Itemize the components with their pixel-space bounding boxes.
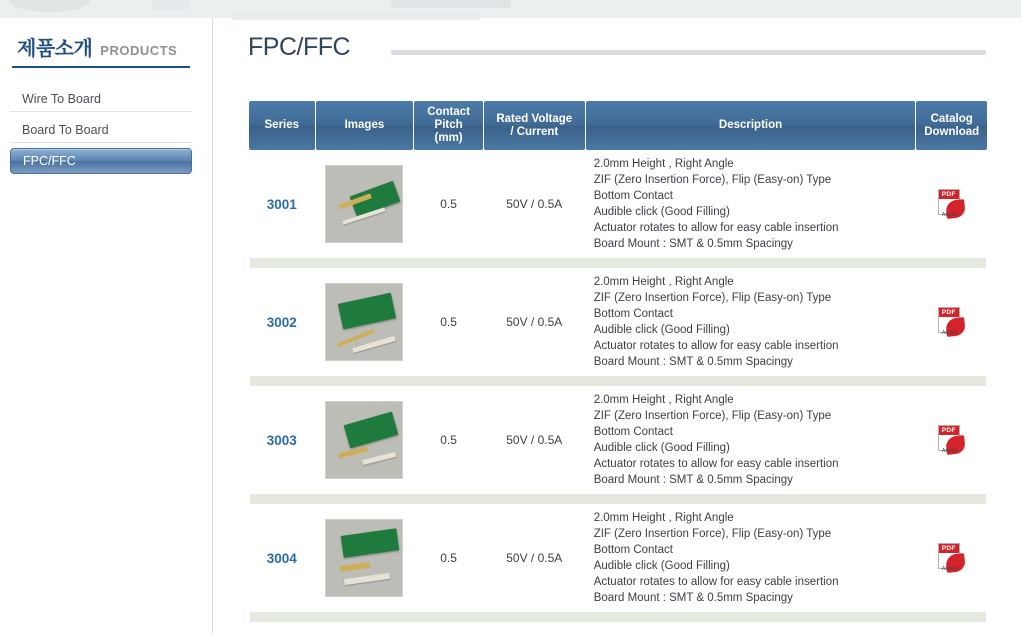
pdf-brand-label: Adobe — [941, 212, 958, 218]
description-line: Actuator rotates to allow for easy cable insertion — [593, 222, 839, 234]
sidebar-title-en: PRODUCTS — [100, 43, 178, 58]
column-header-catalog-download — [916, 101, 987, 150]
description-line: 2.0mm Height , Right Angle — [593, 158, 734, 170]
table-row — [249, 504, 987, 612]
cell-series[interactable]: 3002 — [266, 314, 297, 330]
description-line: Actuator rotates to allow for easy cable insertion — [593, 576, 839, 588]
pdf-brand-label: Adobe — [941, 566, 958, 572]
column-header-rated-voltage-line1: Rated Voltage — [496, 112, 573, 125]
description-line: Board Mount : SMT & 0.5mm Spacingy — [593, 356, 793, 368]
description-line: Bottom Contact — [593, 426, 673, 438]
sidebar-item-fpc-ffc[interactable] — [10, 148, 192, 174]
cell-series[interactable]: 3003 — [266, 432, 297, 448]
description-line: Bottom Contact — [593, 308, 673, 320]
cell-contact-pitch: 0.5 — [440, 197, 457, 211]
table-header — [249, 101, 987, 150]
column-header-catalog-line1: Catalog — [930, 112, 973, 125]
description-line: 2.0mm Height , Right Angle — [593, 394, 734, 406]
pdf-icon[interactable] — [938, 543, 966, 573]
description-line: Audible click (Good Filling) — [593, 324, 730, 336]
sidebar-item-label: FPC/FFC — [23, 154, 76, 168]
pdf-label: PDF — [941, 191, 956, 198]
cell-rated-voltage: 50V / 0.5A — [506, 315, 563, 329]
row-separator-cell — [249, 258, 987, 268]
cell-catalog-download[interactable] — [916, 268, 987, 376]
description-line: ZIF (Zero Insertion Force), Flip (Easy-on) Type — [593, 174, 832, 186]
pin-row-shape — [340, 562, 371, 572]
description-line: Bottom Contact — [593, 544, 673, 556]
cell-contact-pitch: 0.5 — [440, 433, 457, 447]
description-line: ZIF (Zero Insertion Force), Flip (Easy-on) Type — [593, 410, 832, 422]
pdf-label-bar — [939, 544, 959, 553]
row-separator-cell — [249, 376, 987, 386]
sidebar-title — [17, 32, 207, 61]
table-row — [249, 268, 987, 376]
cell-catalog-download[interactable] — [916, 150, 987, 258]
row-separator — [249, 494, 987, 504]
description-line: Board Mount : SMT & 0.5mm Spacingy — [593, 592, 793, 604]
table-body — [249, 150, 987, 622]
decorative-bar-second — [231, 10, 481, 20]
product-photo — [325, 283, 403, 361]
row-separator-bar — [250, 376, 986, 386]
cell-series[interactable]: 3001 — [266, 196, 297, 212]
sidebar-item-board-to-board[interactable] — [10, 117, 192, 143]
description-line: Audible click (Good Filling) — [593, 206, 730, 218]
main-content — [213, 0, 1021, 633]
decorative-shape-left — [10, 0, 90, 12]
description-line: Board Mount : SMT & 0.5mm Spacingy — [593, 474, 793, 486]
row-separator-bar — [250, 494, 986, 504]
column-header-images: Images — [316, 101, 414, 150]
cell-description — [586, 504, 916, 612]
cell-description — [586, 268, 916, 376]
connector-strip-shape — [362, 452, 396, 465]
pdf-label: PDF — [941, 545, 956, 552]
pcb-board-shape — [338, 293, 396, 330]
sidebar-item-wire-to-board[interactable] — [10, 86, 192, 112]
sidebar-top-band — [0, 0, 213, 18]
column-header-rated-voltage-line2: / Current — [510, 125, 559, 138]
column-header-contact-pitch-line2: (mm) — [434, 132, 463, 144]
pcb-board-shape — [344, 412, 399, 449]
cell-rated-voltage: 50V / 0.5A — [506, 551, 563, 565]
cell-catalog-download[interactable] — [916, 386, 987, 494]
cell-contact-pitch: 0.5 — [440, 315, 457, 329]
main-top-band — [213, 0, 1021, 18]
column-header-contact-pitch-line1: Contact Pitch — [427, 106, 470, 131]
description-line: 2.0mm Height , Right Angle — [593, 512, 734, 524]
column-header-series: Series — [249, 101, 315, 150]
cell-image — [316, 386, 414, 494]
pdf-label: PDF — [941, 309, 956, 316]
product-photo — [325, 519, 403, 597]
pdf-icon[interactable] — [938, 189, 966, 219]
row-separator-bar — [250, 612, 986, 622]
row-separator — [249, 376, 987, 386]
page-title: FPC/FFC — [248, 33, 351, 61]
column-header-description: Description — [586, 101, 916, 150]
cell-catalog-download[interactable] — [916, 504, 987, 612]
pdf-brand-label: Adobe — [941, 448, 958, 454]
connector-strip-shape — [344, 573, 390, 585]
table-row — [249, 386, 987, 494]
cell-image — [316, 268, 414, 376]
description-line: ZIF (Zero Insertion Force), Flip (Easy-on) Type — [593, 292, 832, 304]
pdf-icon[interactable] — [938, 425, 966, 455]
pdf-label-bar — [939, 190, 959, 199]
table-row — [249, 150, 987, 258]
pdf-label-bar — [939, 426, 959, 435]
cell-rated-voltage: 50V / 0.5A — [506, 433, 563, 447]
pin-row-shape — [338, 446, 368, 458]
sidebar-item-label: Board To Board — [22, 123, 109, 137]
cell-image — [316, 504, 414, 612]
row-separator-bar — [250, 258, 986, 268]
description-line: 2.0mm Height , Right Angle — [593, 276, 734, 288]
column-header-rated-voltage — [484, 101, 585, 150]
decorative-shape-right — [152, 0, 190, 10]
cell-description — [586, 386, 916, 494]
sidebar-title-underline — [12, 66, 190, 68]
product-photo — [325, 165, 403, 243]
description-line: Audible click (Good Filling) — [593, 560, 730, 572]
description-line: Actuator rotates to allow for easy cable insertion — [593, 458, 839, 470]
cell-contact-pitch: 0.5 — [440, 551, 457, 565]
sidebar-item-label: Wire To Board — [22, 92, 101, 106]
product-photo — [325, 401, 403, 479]
description-line: Board Mount : SMT & 0.5mm Spacingy — [593, 238, 793, 250]
sidebar — [0, 0, 213, 633]
description-line: Actuator rotates to allow for easy cable insertion — [593, 340, 839, 352]
product-table — [248, 101, 988, 622]
description-line: Audible click (Good Filling) — [593, 442, 730, 454]
table-header-row — [249, 101, 987, 150]
pdf-brand-label: Adobe — [941, 330, 958, 336]
description-line: Bottom Contact — [593, 190, 673, 202]
row-separator-cell — [249, 494, 987, 504]
page-title-rule — [391, 50, 986, 55]
cell-image — [316, 150, 414, 258]
column-header-contact-pitch — [414, 101, 483, 150]
pdf-label: PDF — [941, 427, 956, 434]
row-separator — [249, 258, 987, 268]
pcb-board-shape — [341, 528, 400, 558]
description-line: ZIF (Zero Insertion Force), Flip (Easy-on) Type — [593, 528, 832, 540]
pdf-icon[interactable] — [938, 307, 966, 337]
column-header-catalog-line2: Download — [924, 125, 980, 138]
cell-rated-voltage: 50V / 0.5A — [506, 197, 563, 211]
decorative-bar-top — [391, 0, 511, 8]
sidebar-title-ko: 제품소개 — [17, 38, 93, 60]
row-separator-cell — [249, 612, 987, 622]
cell-series[interactable]: 3004 — [266, 550, 297, 566]
row-separator — [249, 612, 987, 622]
pdf-label-bar — [939, 308, 959, 317]
cell-description — [586, 150, 916, 258]
